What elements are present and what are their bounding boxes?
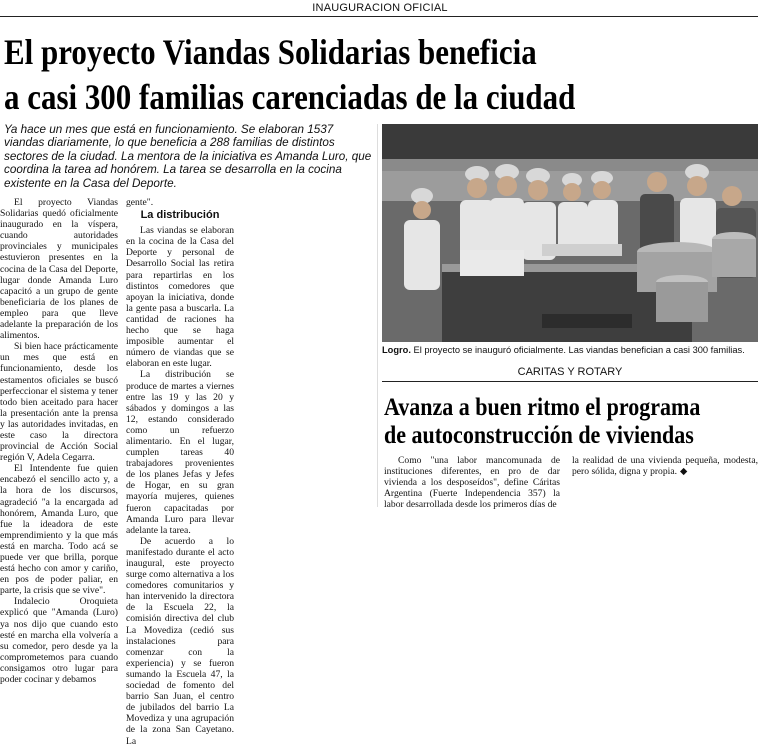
caption-lead: Logro.: [382, 345, 411, 355]
headline2-line-1: Avanza a buen ritmo el programa: [384, 394, 701, 421]
paragraph: La distribución se produce de martes a viernes entre las 19 y las 20 y sábados y domingos a las 12, estando considerado como un refuerzo alimentario. En el lugar, cumplen tareas 40 trabajadores provenientes de los planes Jefas y Jefes de Hogar, en su gran mayoría mujeres, quienes fueron capacitadas por Amanda Luro para llevar adelante la tarea.: [126, 369, 234, 536]
paragraph: El proyecto Viandas Solidarias quedó oficialmente inaugurado en la víspera, cuando autoridades provinciales y municipales estuvieron presentes en la cocina de la Casa del Deporte, lugar donde Amanda Luro capacitó a un grupo de gente beneficiaria de los planes de empleo para que lleve adelante la preparación de los alimentos.: [0, 197, 118, 342]
section-rule: [0, 16, 758, 17]
main-headline: [4, 30, 649, 120]
paragraph: Como "una labor mancomunada de instituciones diferentes, en pro de dar vivienda a los desposeídos", define Cáritas Argentina (Fuerte Independencia 357) la labor desarrollada desde los primeros días de: [384, 455, 560, 511]
paragraph: Las viandas se elaboran en la cocina de la Casa del Deporte y personal de Desarrollo Social las retira para repartirlas en los distintos comedores que apoyan la iniciativa, donde la gente pasa a buscarla. La cantidad de raciones ha hecho que se haga imposible aumentar el número de viandas que se elaboran en este lugar.: [126, 225, 234, 370]
headline-line-2: a casi 300 familias carenciadas de la ciudad: [4, 77, 576, 117]
section-rule-2: [382, 381, 758, 382]
paragraph: gente".: [126, 197, 154, 208]
article2-column-1: [384, 455, 560, 510]
section-label: INAUGURACION OFICIAL: [312, 2, 448, 14]
kitchen-photo: [382, 124, 758, 342]
article-column-2: [126, 197, 234, 747]
paragraph: Si bien hace prácticamente un mes que está en funcionamiento, desde los estamentos oficiales se buscó perfeccionar el sistema y tener todo bien aceitado para hacer la presentación ante la prensa y las autoridades invitadas, en este caso la directora provincial de Acción Social región V, Adela Cegarra.: [0, 341, 118, 464]
article2-column-2: [572, 455, 758, 477]
secondary-headline: [384, 394, 718, 450]
paragraph: [572, 455, 758, 477]
section-label-2: CARITAS Y ROTARY: [517, 366, 623, 378]
column-divider: [377, 124, 378, 507]
caption-text: El proyecto se inauguró oficialmente. Las viandas benefician a casi 300 familias.: [410, 345, 745, 355]
headline-line-1: El proyecto Viandas Solidarias beneficia: [4, 32, 537, 72]
photo-caption: [382, 345, 758, 356]
paragraph: Indalecio Oroquieta explicó que "Amanda (Luro) ya nos dijo que cuando esto esté en marcha ella volvería a su comedor, pero desde ya la comprometemos para cuando consigamos otro lugar para poder cocinar y debamos: [0, 596, 118, 686]
subheading-distribution: La distribución: [140, 209, 220, 222]
paragraph: De acuerdo a lo manifestado durante el acto inaugural, este proyecto surge como alternativa a los comedores comunitarios y han intervenido la directora de la Escuela 22, la comisión directiva del club La Movediza (cedió sus instalaciones para comenzar con la experiencia) y se fueron sumando la Escuela 47, la sociedad de fomento del barrio San Juan, el centro de jubilados del barrio La Movediza y una agrupación de la zona San Cayetano. La: [126, 535, 234, 747]
end-bullet-icon: ◆: [679, 466, 688, 478]
article-column-1: [0, 197, 118, 685]
headline2-line-2: de autoconstrucción de viviendas: [384, 422, 694, 449]
paragraph-text: la realidad de una vivienda pequeña, modesta, pero sólida, digna y propia.: [572, 455, 758, 478]
photo-illustration: [382, 124, 758, 342]
lead-paragraph: Ya hace un mes que está en funcionamiento. Se elaboran 1537 viandas diariamente, lo que beneficia a 288 familias de distintos sectores de la ciudad. La mentora de la iniciativa es Amanda Luro, que coordina la tarea ad honórem. La tarea se desarrolla en la cocina existente en la Casa del Deporte.: [4, 123, 372, 190]
paragraph: El Intendente fue quien encabezó el sencillo acto y, a la hora de los discursos, agradeció "a la encargada ad honórem, Amanda Luro, que fue la ideadora de este emprendimiento y la que más está en marcha. Todo acá se puede ver que brilla, porque está hecho con amor y cariño, en pos de poder paliar, en parte, la crisis que se vive".: [0, 463, 118, 597]
